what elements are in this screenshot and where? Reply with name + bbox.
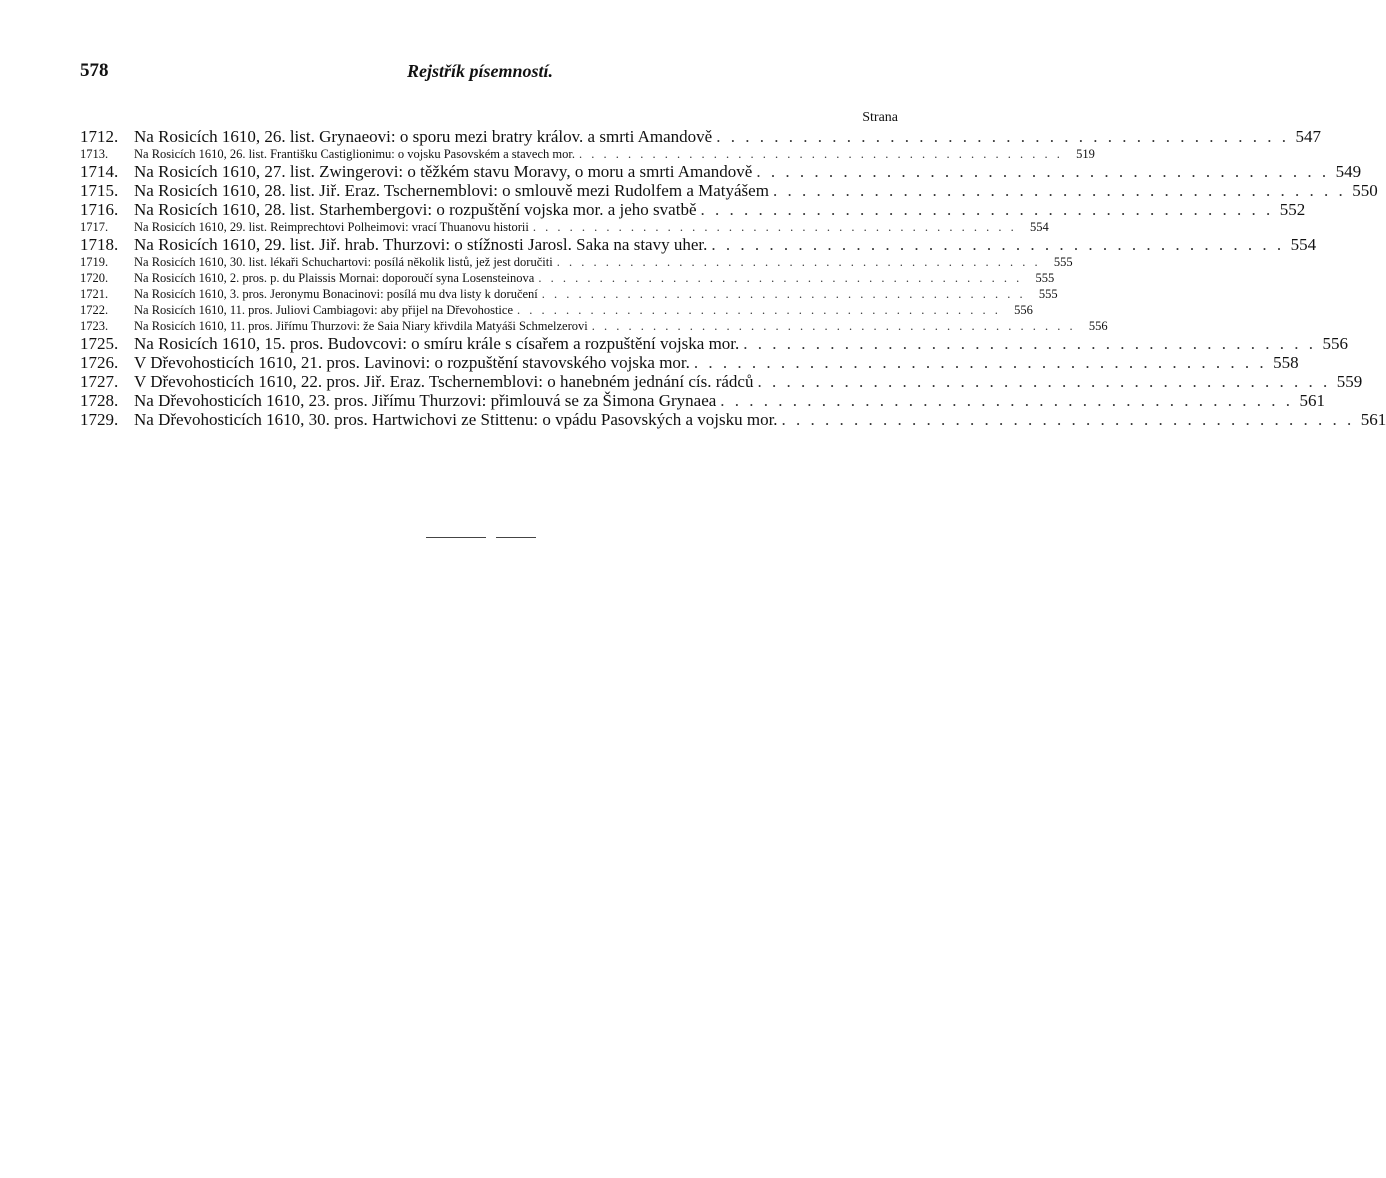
register-entry xyxy=(80,391,1326,410)
entry-page: 550 xyxy=(1352,181,1378,200)
register-entry xyxy=(80,200,1306,219)
entry-page: 556 xyxy=(1014,303,1033,317)
dot-leader xyxy=(542,286,1026,302)
entry-number: 1720. xyxy=(80,271,109,285)
entry-number: 1728. xyxy=(80,391,119,410)
entry-number: 1715. xyxy=(80,181,119,200)
register-entry xyxy=(80,270,1055,286)
register-entries xyxy=(80,127,1386,429)
dot-leader xyxy=(756,162,1329,181)
register-entry xyxy=(80,162,1362,181)
register-entry xyxy=(80,302,1033,318)
entry-description: Na Rosicích 1610, 28. list. Starhembergovi: o rozpuštění vojska mor. a jeho svatbě xyxy=(134,200,697,219)
dot-leader xyxy=(701,200,1274,219)
dot-leader xyxy=(517,302,1001,318)
entry-page: 547 xyxy=(1295,127,1321,146)
entry-number: 1722. xyxy=(80,303,109,317)
entry-page: 549 xyxy=(1335,162,1362,181)
register-entry xyxy=(80,146,1095,162)
entry-page: 561 xyxy=(1299,391,1326,410)
register-entry xyxy=(80,254,1073,270)
entry-page: 554 xyxy=(1030,220,1049,234)
page-column-label: Strana xyxy=(862,110,898,125)
entry-page: 559 xyxy=(1336,372,1363,391)
entry-number: 1725. xyxy=(80,334,119,353)
entry-page: 555 xyxy=(1035,271,1055,285)
entry-number: 1712. xyxy=(80,127,119,146)
dot-leader xyxy=(533,219,1017,235)
entry-number: 1727. xyxy=(80,372,119,391)
entry-page: 556 xyxy=(1088,319,1108,333)
entry-page: 561 xyxy=(1360,410,1386,429)
register-entry xyxy=(80,372,1363,391)
entry-number: 1729. xyxy=(80,410,119,429)
register-entry xyxy=(80,219,1049,235)
dot-leader xyxy=(773,181,1346,200)
entry-page: 556 xyxy=(1322,334,1349,353)
entry-description: Na Rosicích 1610, 27. list. Zwingerovi: o těžkém stavu Moravy, o moru a smrti Amandově xyxy=(134,162,753,181)
register-entry xyxy=(80,318,1108,334)
register-entry xyxy=(80,353,1299,372)
entry-number: 1717. xyxy=(80,220,109,234)
register-entry xyxy=(80,334,1349,353)
entry-description: Na Rosicích 1610, 26. list. Grynaeovi: o sporu mezi bratry králov. a smrti Amandově xyxy=(134,127,713,146)
entry-number: 1714. xyxy=(80,162,119,181)
entry-description: Na Rosicích 1610, 15. pros. Budovcovi: o smíru krále s císařem a rozpuštění vojska mor. xyxy=(134,334,740,353)
entry-description: Na Rosicích 1610, 2. pros. p. du Plaissis Mornai: doporoučí syna Losensteinova xyxy=(134,271,535,285)
dot-leader xyxy=(743,334,1316,353)
entry-description: V Dřevohosticích 1610, 22. pros. Jiř. Eraz. Tschernemblovi: o hanebném jednání cís. rádců xyxy=(134,372,754,391)
dot-leader xyxy=(592,318,1076,334)
entry-description: Na Dřevohosticích 1610, 23. pros. Jiřímu Thurzovi: přimlouvá se za Šimona Grynaea xyxy=(134,391,717,410)
register-entry xyxy=(80,410,1386,429)
dot-leader xyxy=(782,410,1355,429)
entry-page: 552 xyxy=(1279,200,1306,219)
entry-description: Na Rosicích 1610, 11. pros. Jiřímu Thurzovi: že Saia Niary křivdila Matyáši Schmelzerovi xyxy=(134,319,588,333)
entry-page: 555 xyxy=(1038,287,1058,301)
page-number: 578 xyxy=(80,60,109,81)
register-entry xyxy=(80,127,1321,146)
entry-description: V Dřevohosticích 1610, 21. pros. Lavinovi: o rozpuštění stavovského vojska mor. xyxy=(134,353,690,372)
entry-description: Na Rosicích 1610, 11. pros. Juliovi Cambiagovi: aby přijel na Dřevohostice xyxy=(134,303,513,317)
entry-description: Na Rosicích 1610, 30. list. lékaři Schuchartovi: posílá několik listů, jež jest doručiti xyxy=(134,255,553,269)
entry-number: 1726. xyxy=(80,353,119,372)
dot-leader xyxy=(538,270,1022,286)
entry-page: 555 xyxy=(1053,255,1073,269)
closing-rule xyxy=(426,537,536,538)
entry-number: 1718. xyxy=(80,235,119,254)
dot-leader xyxy=(579,146,1063,162)
register-entry xyxy=(80,286,1058,302)
entry-description: Na Dřevohosticích 1610, 30. pros. Hartwichovi ze Stittenu: o vpádu Pasovských a vojsku mor. xyxy=(134,410,778,429)
entry-description: Na Rosicích 1610, 29. list. Jiř. hrab. Thurzovi: o stížnosti Jarosl. Saka na stavy uher. xyxy=(134,235,708,254)
register-entry xyxy=(80,235,1317,254)
entry-page: 519 xyxy=(1076,147,1095,161)
dot-leader xyxy=(694,353,1267,372)
dot-leader xyxy=(716,127,1289,146)
running-title: Rejstřík písemností. xyxy=(406,61,554,81)
dot-leader xyxy=(557,254,1041,270)
entry-description: Na Rosicích 1610, 29. list. Reimprechtovi Polheimovi: vrací Thuanovu historii xyxy=(134,220,529,234)
entry-page: 558 xyxy=(1273,353,1299,372)
entry-description: Na Rosicích 1610, 28. list. Jiř. Eraz. Tschernemblovi: o smlouvě mezi Rudolfem a Matyášem xyxy=(134,181,769,200)
dot-leader xyxy=(711,235,1284,254)
dot-leader xyxy=(720,391,1293,410)
dot-leader xyxy=(757,372,1330,391)
entry-description: Na Rosicích 1610, 3. pros. Jeronymu Bonacinovi: posílá mu dva listy k doručení xyxy=(134,287,538,301)
entry-page: 554 xyxy=(1290,235,1317,254)
entry-number: 1719. xyxy=(80,255,109,269)
entry-number: 1713. xyxy=(80,147,109,161)
entry-number: 1716. xyxy=(80,200,119,219)
entry-number: 1721. xyxy=(80,287,109,301)
register-entry xyxy=(80,181,1378,200)
entry-number: 1723. xyxy=(80,319,109,333)
entry-description: Na Rosicích 1610, 26. list. Františku Castiglionimu: o vojsku Pasovském a stavech mor. xyxy=(134,147,575,161)
